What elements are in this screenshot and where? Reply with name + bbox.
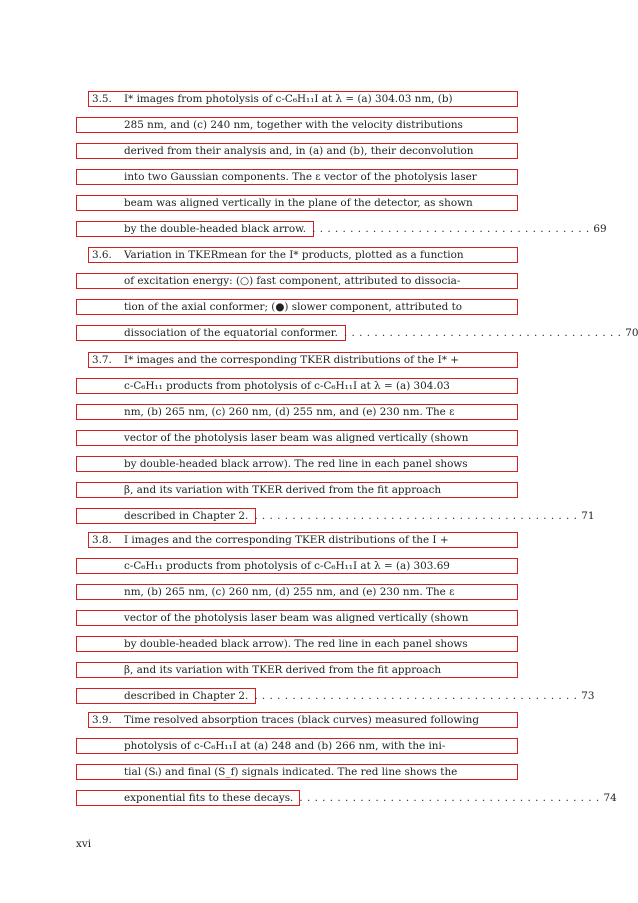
entry-last-line — [124, 787, 617, 809]
entry-line: I* images from photolysis of c-C₆H₁₁I at λ = (a) 304.03 nm, (b) — [124, 93, 453, 105]
entry-line: dissociation of the equatorial conformer. — [124, 327, 338, 339]
entry-last-line — [124, 218, 607, 240]
entry-line: tion of the axial conformer; (●) slower component, attributed to — [124, 301, 463, 313]
entry-number: 3.6. — [92, 249, 112, 261]
entry-line: nm, (b) 265 nm, (c) 260 nm, (d) 255 nm, and (e) 230 nm. The ε — [124, 586, 455, 598]
entry-line: exponential fits to these decays. — [124, 792, 294, 804]
entry-line: derived from their analysis and, in (a) and (b), their deconvolution — [124, 145, 474, 157]
entry-line: β, and its variation with TKER derived from the fit approach — [124, 664, 442, 676]
entry-line: Time resolved absorption traces (black curves) measured following — [124, 714, 479, 726]
leader-dots: ........................................... — [254, 510, 582, 522]
entry-line: I* images and the corresponding TKER distributions of the I* + — [124, 354, 459, 366]
entry-line: nm, (b) 265 nm, (c) 260 nm, (d) 255 nm, and (e) 230 nm. The ε — [124, 406, 455, 418]
entry-line: β, and its variation with TKER derived from the fit approach — [124, 484, 442, 496]
entry-last-line — [124, 505, 595, 527]
entry-last-line — [124, 322, 638, 344]
page-ref[interactable]: 69 — [593, 223, 607, 235]
entry-last-line — [124, 685, 595, 707]
entry-line: vector of the photolysis laser beam was aligned vertically (shown — [124, 432, 469, 444]
page-ref[interactable]: 73 — [581, 690, 595, 702]
entry-line: c-C₆H₁₁ products from photolysis of c-C₆H₁₁I at λ = (a) 304.03 — [124, 380, 450, 392]
entry-line: tial (Sᵢ) and final (S_f) signals indicated. The red line shows the — [124, 766, 458, 778]
entry-line: described in Chapter 2. — [124, 690, 249, 702]
entry-line: described in Chapter 2. — [124, 510, 249, 522]
entry-line: into two Gaussian components. The ε vector of the photolysis laser — [124, 171, 477, 183]
leader-dots: ........................................... — [254, 690, 582, 702]
entry-number: 3.5. — [92, 93, 112, 105]
leader-dots: ........................................ — [299, 792, 604, 804]
entry-line: Variation in TKERmean for the I* products, plotted as a function — [124, 249, 464, 261]
entry-line: by double-headed black arrow). The red line in each panel shows — [124, 638, 468, 650]
entry-number: 3.9. — [92, 714, 112, 726]
entry-line: beam was aligned vertically in the plane of the detector, as shown — [124, 197, 473, 209]
entry-number: 3.7. — [92, 354, 112, 366]
entry-line: vector of the photolysis laser beam was aligned vertically (shown — [124, 612, 469, 624]
page-ref[interactable]: 74 — [603, 792, 617, 804]
entry-line: c-C₆H₁₁ products from photolysis of c-C₆H₁₁I at λ = (a) 303.69 — [124, 560, 450, 572]
entry-line: I images and the corresponding TKER distributions of the I + — [124, 534, 449, 546]
leader-dots: ..................................... — [312, 223, 594, 235]
entry-number: 3.8. — [92, 534, 112, 546]
leader-dots: ..................................... — [343, 327, 626, 339]
entry-line: of excitation energy: (○) fast component, attributed to dissocia- — [124, 275, 461, 287]
entry-line: by the double-headed black arrow. — [124, 223, 307, 235]
entry-line: photolysis of c-C₆H₁₁I at (a) 248 and (b) 266 nm, with the ini- — [124, 740, 446, 752]
page-number: xvi — [76, 838, 92, 850]
page-ref[interactable]: 70 — [625, 327, 638, 339]
entry-line: by double-headed black arrow). The red line in each panel shows — [124, 458, 468, 470]
page-ref[interactable]: 71 — [581, 510, 595, 522]
entry-line: 285 nm, and (c) 240 nm, together with the velocity distributions — [124, 119, 463, 131]
